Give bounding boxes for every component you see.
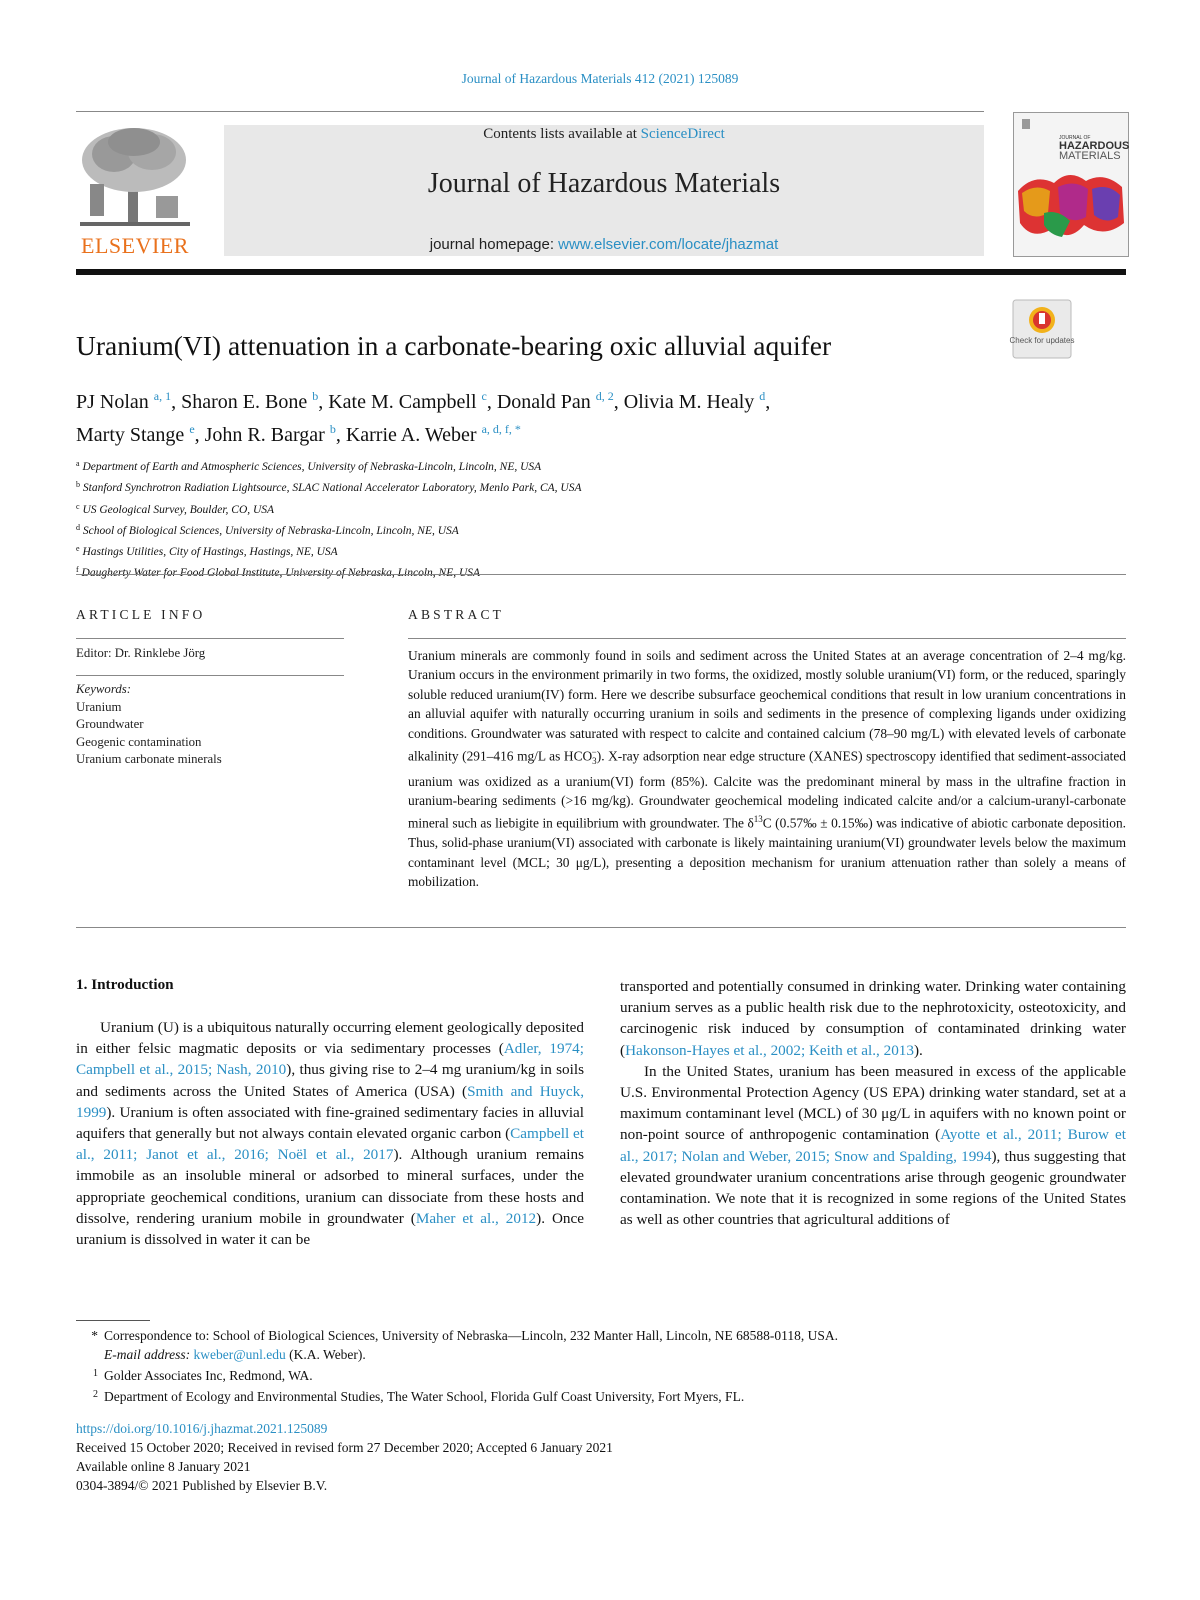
elsevier-wordmark: ELSEVIER: [81, 233, 189, 258]
keywords-rule: [76, 675, 344, 676]
delta-superscript: 13: [753, 814, 763, 825]
affiliation-text: Hastings Utilities, City of Hastings, Hastings, NE, USA: [82, 546, 338, 559]
introduction-heading: 1. Introduction: [76, 976, 174, 993]
cover-title-2: MATERIALS: [1059, 150, 1121, 162]
footnote-text: Department of Ecology and Environmental Studies, The Water School, Florida Gulf Coast University, Fort Myers, FL.: [104, 1389, 745, 1404]
footnote-mark: 2: [93, 1389, 98, 1400]
sciencedirect-link[interactable]: ScienceDirect: [640, 126, 725, 142]
footnote-mark: *: [91, 1328, 98, 1343]
check-for-updates-badge[interactable]: [1009, 300, 1075, 358]
affiliation-text: School of Biological Sciences, University of Nebraska-Lincoln, Lincoln, NE, USA: [82, 524, 459, 537]
email-link[interactable]: kweber@unl.edu: [193, 1347, 286, 1362]
keyword-item: Groundwater: [76, 717, 144, 731]
cover-title-1: HAZARDOUS: [1059, 140, 1130, 152]
journal-citation-link[interactable]: Journal of Hazardous Materials 412 (2021) 125089: [461, 71, 739, 86]
citation-link[interactable]: Adler, 1974; Campbell et al., 2015; Nash, 2010: [76, 1040, 584, 1079]
author-affil-mark[interactable]: e: [189, 422, 195, 436]
citation-link[interactable]: Maher et al., 2012: [415, 1209, 537, 1227]
abstract-rule: [408, 638, 1126, 639]
author[interactable]: [76, 424, 195, 446]
author[interactable]: [76, 391, 171, 413]
affiliation-key: c: [76, 501, 80, 511]
author-affil-mark[interactable]: b: [312, 389, 319, 403]
abstract-part-2: ). X-ray adsorption near edge structure (XANES) spectroscopy identified that sediment-associated uranium was oxidized as a uranium(VI) form (85%). Calcite was the predominant mineral by mass in the ultrafine fraction in uranium-bearing sediments (>16 mg/kg). Groundwater geochemical modeling indicated calcite and/or a calcium-uranyl-carbonate mineral such as liebigite in equilibrium with groundwater. The δ: [408, 748, 1126, 831]
author-affil-mark[interactable]: b: [329, 422, 336, 436]
author-list: PJ Nolan $^{a, 1}$, Sharon E. Bone $^b$, Kate M. Campbell $^c$, Donald Pan $^{d, 2}$, Olivia M. Healy $^d$, Marty Stange $^e$, John R. Bargar $^b$, Karrie A. Weber $^{a, d, f, *}$: [76, 389, 771, 446]
intro-text: ). Although uranium remains immobile as an insoluble mineral or adsorbed to mineral surfaces, under the appropriate geochemical conditions, uranium can dissociate from these hosts and dissolve, rendering uranium mobile in groundwater (: [76, 1146, 584, 1227]
intro-text: ). Once uranium is dissolved in water it can be: [76, 1209, 584, 1249]
keyword-item: Uranium: [76, 699, 122, 714]
abstract-heading: ABSTRACT: [408, 607, 505, 622]
author-name: Olivia M. Healy: [623, 391, 755, 413]
abstract-part-1: Uranium minerals are commonly found in soils and sediment across the United States at an average concentration of 2–4 mg/kg. Uranium occurs in the environment primarily in two forms, the oxidized, mostly soluble uranium(VI) form, or the reduced, sparingly soluble reduced uranium(IV) form. Here we describe subsurface geochemical conditions that result in low uranium concentrations in an alluvial aquifer with naturally occurring uranium in soils and sediments in the presence of complexing ligands under oxidizing conditions. Groundwater was saturated with respect to calcite and contained calcium (78–90 mg/L) with elevated levels of carbonate alkalinity (291–416 mg/L as HCO: [408, 648, 1126, 764]
email-label: E-mail address:: [104, 1347, 194, 1362]
intro-column-2: [620, 976, 1126, 1230]
author-affil-mark[interactable]: a, 1: [153, 389, 172, 403]
cover-image: [1014, 113, 1128, 256]
email-suffix: (K.A. Weber).: [285, 1347, 366, 1362]
header-top-rule: [76, 111, 984, 112]
intro-text: ), thus giving rise to 2–4 mg uranium/kg in soils and sediments across the United States of America (USA) (: [76, 1061, 584, 1100]
intro-text: ).: [913, 1041, 923, 1059]
cover-title-top: JOURNAL OF: [1059, 135, 1091, 141]
affiliation-item: [76, 476, 582, 497]
header-thick-rule: [76, 269, 1126, 275]
correspondence-footnote: [76, 1326, 838, 1345]
affiliation-key: f: [76, 565, 79, 575]
author[interactable]: [497, 391, 614, 413]
footnote-1: [76, 1364, 838, 1385]
author-affil-mark[interactable]: d, 2: [595, 389, 614, 403]
affiliation-item: [76, 498, 582, 519]
received-dates: Received 15 October 2020; Received in revised form 27 December 2020; Accepted 6 January 2021: [76, 1440, 613, 1455]
intro-paragraph: [76, 1017, 584, 1250]
crossmark-icon: [1009, 300, 1075, 358]
footnote-text: Correspondence to: School of Biological Sciences, University of Nebraska—Lincoln, 232 Manter Hall, Lincoln, NE 68588-0118, USA.: [104, 1328, 838, 1343]
affiliation-text: Department of Earth and Atmospheric Sciences, University of Nebraska-Lincoln, Lincoln, NE, USA: [82, 461, 542, 473]
intro-text: ). Uranium is often associated with fine-grained sedimentary facies in alluvial aquifers that generally but not always contain elevated organic carbon (: [76, 1103, 584, 1143]
author-name: Marty Stange: [76, 424, 185, 446]
author-affil-mark[interactable]: c: [481, 389, 487, 403]
affiliation-list: [76, 455, 582, 583]
footnote-mark: 1: [93, 1368, 98, 1379]
author-name: Donald Pan: [496, 391, 591, 413]
keywords-label: Keywords:: [76, 682, 131, 696]
affiliation-item: [76, 561, 582, 582]
footnote-text: Golder Associates Inc, Redmond, WA.: [104, 1368, 313, 1383]
affiliation-item: [76, 455, 582, 476]
journal-cover-thumbnail[interactable]: [1013, 112, 1129, 257]
intro-text: ), thus suggesting that elevated groundwater uranium concentrations arise through geogenic groundwater contamination. We note that it is recognized in some regions of the United States as well as other countries that agricultural additions of: [620, 1147, 1127, 1229]
crossmark-label: Check for updates: [1009, 336, 1075, 345]
copyright-line: 0304-3894/© 2021 Published by Elsevier B.V.: [76, 1478, 328, 1493]
intro-text: In the United States, uranium has been measured in excess of the applicable U.S. Environmental Protection Agency (US EPA) drinking water standard, set at a maximum contaminant level (MCL) of 30 μg/L in aquifers with no known point or non-point source of anthropogenic contamination (: [620, 1062, 1126, 1144]
footnote-rule: [76, 1320, 150, 1321]
author[interactable]: [205, 424, 336, 446]
homepage-prefix: journal homepage:: [429, 236, 559, 253]
hco3-superscript: −: [591, 747, 597, 758]
author-name: John R. Bargar: [204, 424, 325, 446]
footnotes: [76, 1326, 838, 1406]
available-online: Available online 8 January 2021: [76, 1459, 251, 1474]
author-affil-mark[interactable]: a, d, f, *: [481, 422, 521, 436]
affiliation-text: US Geological Survey, Boulder, CO, USA: [82, 503, 275, 516]
citation-link[interactable]: Smith and Huyck, 1999: [76, 1082, 584, 1121]
author[interactable]: [328, 391, 487, 413]
homepage-link[interactable]: www.elsevier.com/locate/jhazmat: [558, 236, 779, 253]
author[interactable]: [181, 391, 318, 413]
affiliation-bottom-rule: [76, 574, 1126, 575]
editor-line: Editor: Dr. Rinklebe Jörg: [76, 646, 206, 660]
journal-citation[interactable]: [0, 71, 1200, 87]
author-name: Kate M. Campbell: [328, 391, 477, 413]
doi-link[interactable]: https://doi.org/10.1016/j.jhazmat.2021.125089: [76, 1421, 328, 1436]
affiliation-text: Stanford Synchrotron Radiation Lightsource, SLAC National Accelerator Laboratory, Menlo Park, CA, USA: [82, 482, 582, 495]
hco3-subscript: 3: [592, 756, 597, 767]
author-affil-mark[interactable]: d: [759, 389, 766, 403]
email-footnote: [76, 1345, 838, 1364]
article-title: Uranium(VI) attenuation in a carbonate-bearing oxic alluvial aquifer: [76, 330, 832, 361]
affiliation-item: [76, 540, 582, 561]
author[interactable]: [624, 391, 766, 413]
keyword-item: Geogenic contamination: [76, 734, 202, 749]
affiliation-key: a: [76, 459, 80, 468]
footnote-2: [76, 1385, 838, 1406]
homepage-line: [224, 236, 984, 253]
citation-link[interactable]: Ayotte et al., 2011; Burow et al., 2017; Nolan and Weber, 2015; Snow and Spalding, 1994: [620, 1126, 1126, 1165]
intro-text: Uranium (U) is a ubiquitous naturally occurring element geologically deposited in either felsic magmatic deposits or via sedimentary processes (: [76, 1019, 584, 1058]
keyword-item: Uranium carbonate minerals: [76, 752, 222, 766]
article-meta: [76, 1419, 613, 1495]
affiliation-item: [76, 519, 582, 540]
affiliation-key: e: [76, 544, 80, 554]
abstract-text: [408, 646, 1126, 891]
abstract-part-3: C (0.57‰ ± 0.15‰) was indicative of abiotic carbonate deposition. Thus, solid-phase uranium(VI) associated with carbonate is likely maintaining uranium(VI) groundwater levels below the maximum contaminant level (MCL; 30 μg/L), presenting a deposition mechanism for uranium attenuation rather than solely a means of mobilization.: [408, 815, 1126, 890]
contents-prefix: Contents lists available at: [483, 126, 641, 142]
author-name: PJ Nolan: [76, 391, 149, 413]
intro-paragraph: [620, 1061, 1126, 1231]
article-info-heading: ARTICLE INFO: [76, 607, 206, 622]
intro-paragraph: [620, 976, 1126, 1061]
abstract-bottom-rule: [76, 927, 1126, 928]
contents-line: [224, 126, 984, 143]
intro-text: transported and potentially consumed in drinking water. Drinking water containing uranium serves as a public health risk due to the nephrotoxicity, osteotoxicity, and carcinogenic risk induced by consumption of contaminated drinking water (: [620, 978, 1126, 1059]
intro-column-1: [76, 1017, 584, 1250]
journal-name: Journal of Hazardous Materials: [427, 168, 781, 199]
citation-link[interactable]: Campbell et al., 2011; Janot et al., 2016; Noël et al., 2017: [76, 1125, 584, 1164]
citation-link[interactable]: Hakonson-Hayes et al., 2002; Keith et al., 2013: [625, 1041, 914, 1059]
author-name: Karrie A. Weber: [345, 424, 477, 446]
author[interactable]: [346, 424, 521, 446]
article-info-rule: [76, 638, 344, 639]
tree-icon: [74, 124, 196, 232]
affiliation-key: b: [76, 480, 80, 490]
author-name: Sharon E. Bone: [181, 391, 308, 413]
keywords-block: [76, 681, 346, 769]
affiliation-key: d: [76, 522, 80, 532]
